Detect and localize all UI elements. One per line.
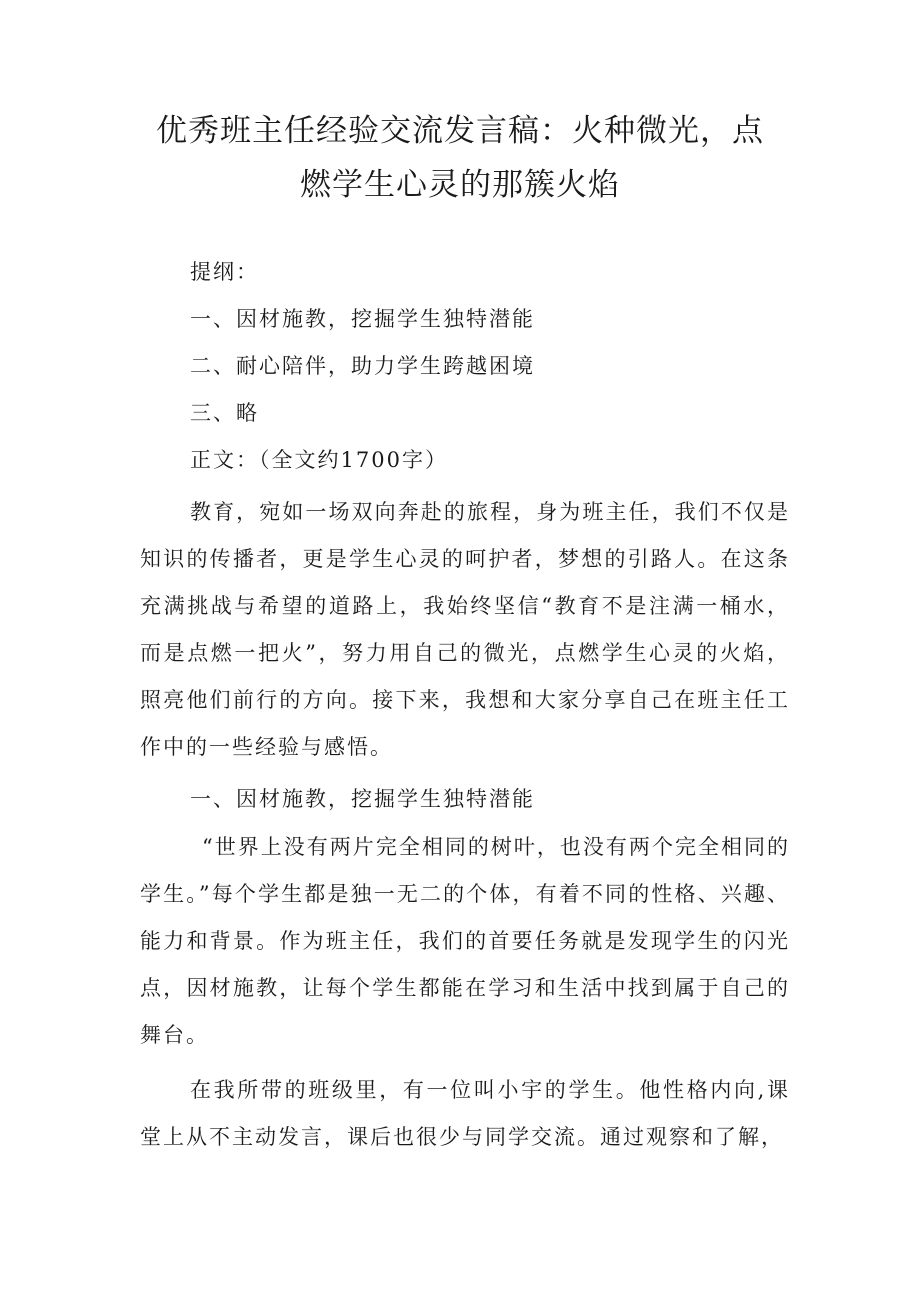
outline-label: 提纲： (190, 260, 259, 284)
outline-item-1: 一、因材施教，挖掘学生独特潜能 (190, 307, 535, 331)
section-heading-1: 一、因材施教，挖掘学生独特潜能 (190, 787, 535, 811)
paragraph-section1: “世界上没有两片完全相同的树叶，也没有两个完全相同的学生。”每个学生都是独一无二的个体，有着不同的性格、兴趣、能力和背景。作为班主任，我们的首要任务就是发现学生的闪光点，因材施教，让每个学生都能在学习和生活中找到属于自己的舞台。 (140, 835, 790, 1047)
title-line-1: 优秀班主任经验交流发言稿：火种微光，点 (156, 113, 764, 149)
outline-section (190, 249, 810, 484)
document-title (120, 104, 800, 212)
body-label: 正文：（全文约1700字） (190, 448, 448, 472)
outline-item-3: 三、略 (190, 401, 259, 425)
paragraph-intro: 教育，宛如一场双向奔赴的旅程，身为班主任，我们不仅是知识的传播者，更是学生心灵的呵护者，梦想的引路人。在这条充满挑战与希望的道路上，我始终坚信“教育不是注满一桶水，而是点燃一把火”，努力用自己的微光，点燃学生心灵的火焰，照亮他们前行的方向。接下来，我想和大家分享自己在班主任工作中的一些经验与感悟。 (140, 500, 790, 759)
paragraph-example: 在我所带的班级里，有一位叫小宇的学生。他性格内向,课堂上从不主动发言，课后也很少与同学交流。通过观察和了解， (140, 1078, 790, 1149)
title-line-2: 燃学生心灵的那簇火焰 (300, 167, 620, 203)
outline-item-2: 二、耐心陪伴，助力学生跨越困境 (190, 354, 535, 378)
